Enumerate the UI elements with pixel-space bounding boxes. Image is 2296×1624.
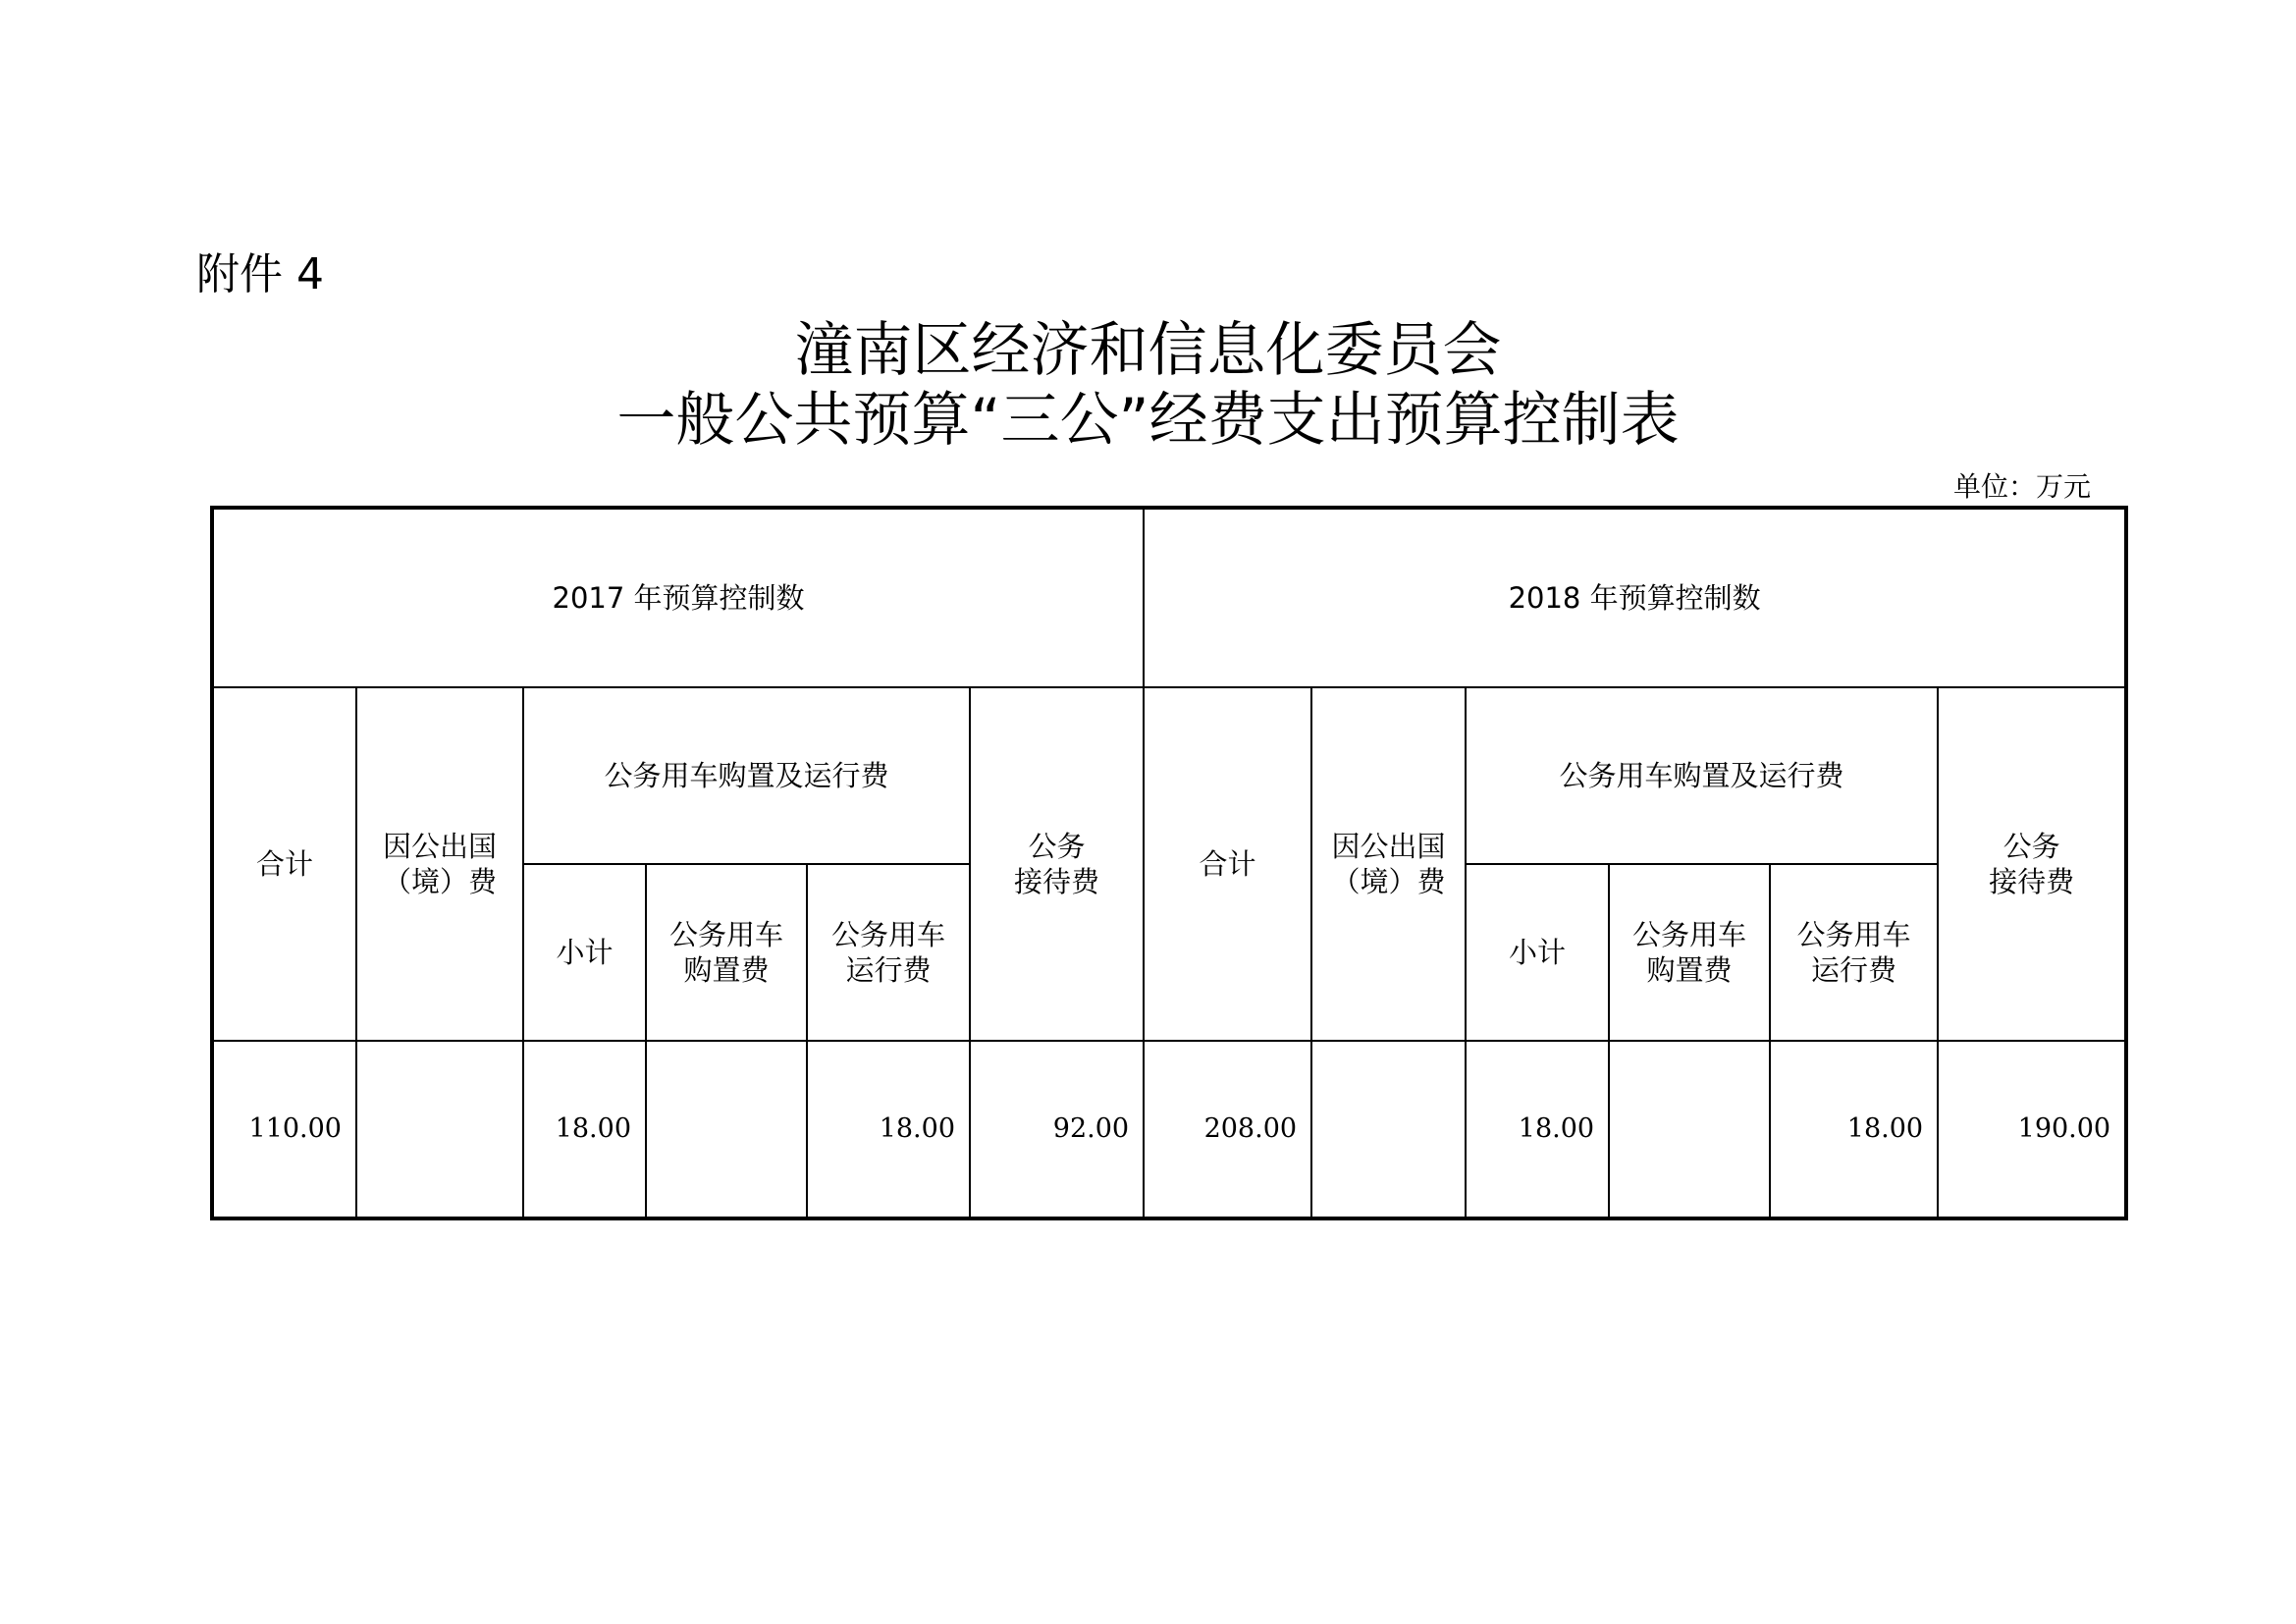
- header-car-group-2017: 公务用车购置及运行费: [523, 687, 970, 864]
- value-subtotal-2017: 18.00: [523, 1041, 646, 1218]
- value-total-2018: 208.00: [1144, 1041, 1311, 1218]
- value-car-purchase-2017: [646, 1041, 807, 1218]
- header-reception-2017: [970, 687, 1144, 1041]
- header-car-purchase-2017-line2: 购置费: [683, 953, 770, 987]
- header-car-run-2017-line1: 公务用车: [830, 918, 945, 951]
- header-subtotal-2017: 小计: [523, 864, 646, 1041]
- page-title-line2: 一般公共预算“三公”经费支出预算控制表: [616, 386, 1680, 455]
- header-car-purchase-2018: [1609, 864, 1770, 1041]
- header-reception-2017-line1: 公务: [1028, 830, 1086, 863]
- value-subtotal-2018: 18.00: [1466, 1041, 1609, 1218]
- value-reception-2018: 190.00: [1938, 1041, 2126, 1218]
- header-car-run-2017: [807, 864, 970, 1041]
- header-abroad-2017-line2: （境）费: [382, 865, 497, 898]
- header-car-run-2018-line2: 运行费: [1811, 953, 1897, 987]
- year-header-row: [212, 508, 2126, 687]
- header-total-2018: 合计: [1144, 687, 1311, 1041]
- attachment-label: 附件 4: [196, 249, 324, 299]
- header-reception-2018-line2: 接待费: [1989, 865, 2075, 898]
- value-reception-2017: 92.00: [970, 1041, 1144, 1218]
- header-car-purchase-2018-line1: 公务用车: [1632, 918, 1747, 951]
- header-abroad-2018-line1: 因公出国: [1331, 830, 1446, 863]
- value-car-purchase-2018: [1609, 1041, 1770, 1218]
- header-abroad-2018: [1311, 687, 1466, 1041]
- header-car-purchase-2018-line2: 购置费: [1646, 953, 1733, 987]
- value-abroad-2018: [1311, 1041, 1466, 1218]
- year-header-2018: 2018 年预算控制数: [1144, 508, 2126, 687]
- header-abroad-2018-line2: （境）费: [1331, 865, 1446, 898]
- page-title-line1: 潼南区经济和信息化委员会: [794, 316, 1502, 385]
- value-abroad-2017: [356, 1041, 523, 1218]
- value-car-run-2017: 18.00: [807, 1041, 970, 1218]
- header-reception-2018-line1: 公务: [2002, 830, 2060, 863]
- header-total-2017: 合计: [212, 687, 356, 1041]
- column-header-row: [212, 687, 2126, 864]
- header-car-purchase-2017-line1: 公务用车: [668, 918, 783, 951]
- data-row: [212, 1041, 2126, 1218]
- header-abroad-2017: [356, 687, 523, 1041]
- header-reception-2018: [1938, 687, 2126, 1041]
- budget-table: [210, 506, 2128, 1220]
- unit-label: 单位：万元: [1953, 470, 2092, 503]
- header-subtotal-2018: 小计: [1466, 864, 1609, 1041]
- header-abroad-2017-line1: 因公出国: [382, 830, 497, 863]
- header-reception-2017-line2: 接待费: [1014, 865, 1100, 898]
- header-car-purchase-2017: [646, 864, 807, 1041]
- value-total-2017: 110.00: [212, 1041, 356, 1218]
- year-header-2017: 2017 年预算控制数: [212, 508, 1144, 687]
- header-car-run-2017-line2: 运行费: [845, 953, 932, 987]
- header-car-run-2018: [1770, 864, 1938, 1041]
- value-car-run-2018: 18.00: [1770, 1041, 1938, 1218]
- header-car-run-2018-line1: 公务用车: [1796, 918, 1911, 951]
- header-car-group-2018: 公务用车购置及运行费: [1466, 687, 1938, 864]
